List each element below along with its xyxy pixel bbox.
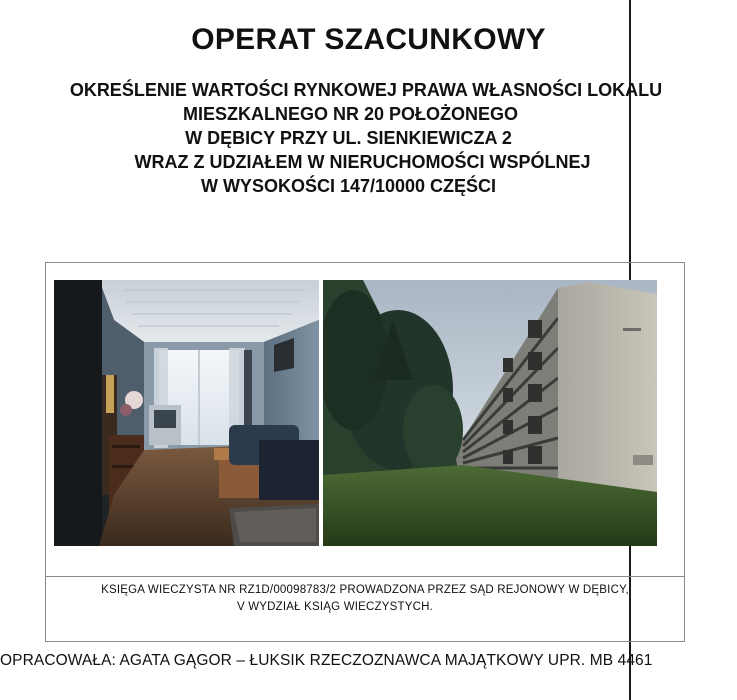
document-title: OPERAT SZACUNKOWY <box>191 23 546 56</box>
land-register-line-2: V WYDZIAŁ KSIĄG WIECZYSTYCH. <box>236 601 433 613</box>
subtitle-line-2: MIESZKALNEGO NR 20 POŁOŻONEGO <box>182 104 519 124</box>
land-register-caption <box>46 582 684 616</box>
building-exterior-photo <box>323 280 657 546</box>
land-register-line-1: KSIĘGA WIECZYSTA NR RZ1D/00098783/2 PROWADZONA PRZEZ SĄD REJONOWY W DĘBICY, <box>101 584 629 596</box>
caption-divider <box>46 576 684 577</box>
subtitle-line-5: W WYSOKOŚCI 147/10000 CZĘŚCI <box>200 176 497 196</box>
subtitle-line-4: WRAZ Z UDZIAŁEM W NIERUCHOMOŚCI WSPÓLNEJ <box>134 152 591 172</box>
subtitle-line-1: OKREŚLENIE WARTOŚCI RYNKOWEJ PRAWA WŁASNOŚCI LOKALU <box>69 80 663 100</box>
author-line: OPRACOWAŁA: AGATA GĄGOR – ŁUKSIK RZECZOZNAWCA MAJĄTKOWY UPR. MB 4461 <box>0 652 653 669</box>
interior-photo <box>54 280 319 546</box>
subtitle-line-3: W DĘBICY PRZY UL. SIENKIEWICZA 2 <box>185 128 512 148</box>
document-subtitle <box>0 78 737 198</box>
photo-frame <box>45 262 685 642</box>
